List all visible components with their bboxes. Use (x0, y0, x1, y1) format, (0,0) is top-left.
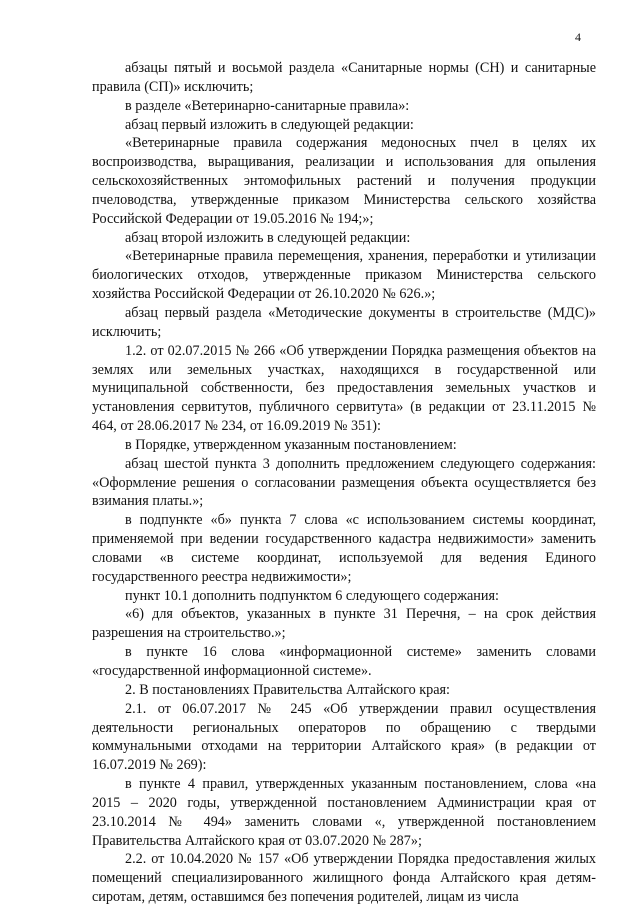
paragraph: абзацы пятый и восьмой раздела «Санитарные нормы (СН) и санитарные правила (СП)» исключить; (92, 60, 596, 95)
paragraph: абзац первый изложить в следующей редакции: (125, 116, 414, 133)
paragraph: в пункте 16 слова «информационной системе» заменить словами «государственной информационной системе». (92, 644, 596, 679)
paragraph: абзац первый раздела «Методические документы в строительстве (МДС)» исключить; (92, 304, 596, 340)
paragraph: в пункте 4 правил, утвержденных указанным постановлением, слова «на 2015 – 2020 годы, утвержденной постановлением Администрации края от 23.10.2014 № 494» заменить словами «, утвержденной постановлением Правительства Алтайского края от 03.07.2020 № 287»; (92, 776, 596, 849)
paragraph: 2.2. от 10.04.2020 № 157 «Об утверждении Порядка предоставления жилых помещений специализированного жилищного фонда Алтайского края детям-сиротам, детям, оставшимся без попечения родителей, лицам из числа (92, 851, 596, 906)
paragraph: в Порядке, утвержденном указанным постановлением: (125, 436, 457, 453)
page-number: 4 (575, 30, 581, 44)
paragraph: 2. В постановлениях Правительства Алтайского края: (125, 681, 450, 698)
paragraph: «6) для объектов, указанных в пункте 31 Перечня, – на срок действия разрешения на строительство.»; (92, 606, 596, 642)
paragraph: в разделе «Ветеринарно-санитарные правила»: (125, 97, 410, 114)
paragraph: абзац второй изложить в следующей редакции: (125, 229, 411, 246)
paragraph: «Ветеринарные правила содержания медоносных пчел в целях их воспроизводства, выращивания, реализации и использования для опыления сельскохозяйственных энтомофильных растений и получения продукции пчеловодства, утвержденные приказом Министерства сельского хозяйства Российской Федерации от 19.05.2016 № 194;»; (92, 135, 596, 227)
document-body (92, 59, 596, 907)
paragraph: в подпункте «б» пункта 7 слова «с использованием системы координат, применяемой при ведении государственного кадастра недвижимости» заменить словами «в системе координат, используемой для ведения Единого государственного реестра недвижимости»; (92, 512, 596, 585)
paragraph: абзац шестой пункта 3 дополнить предложением следующего содержания: «Оформление решения о согласовании размещения объекта осуществляется без взимания платы.»; (92, 455, 596, 510)
paragraph: пункт 10.1 дополнить подпунктом 6 следующего содержания: (125, 587, 499, 604)
paragraph: 1.2. от 02.07.2015 № 266 «Об утверждении Порядка размещения объектов на землях или земельных участках, находящихся в государственной или муниципальной собственности, без предоставления земельных участков и установления сервитутов, публичного сервитута» (в редакции от 23.11.2015 № 464, от 28.06.2017 № 234, от 16.09.2019 № 351): (92, 342, 596, 435)
paragraph: 2.1. от 06.07.2017 № 245 «Об утверждении правил осуществления деятельности региональных операторов по обращению с твердыми коммунальными отходами на территории Алтайского края» (в редакции от 16.07.2019 № 269): (92, 700, 596, 774)
paragraph: «Ветеринарные правила перемещения, хранения, переработки и утилизации биологических отходов, утвержденные приказом Министерства сельского хозяйства Российской Федерации от 26.10.2020 № 626.»; (92, 248, 596, 303)
